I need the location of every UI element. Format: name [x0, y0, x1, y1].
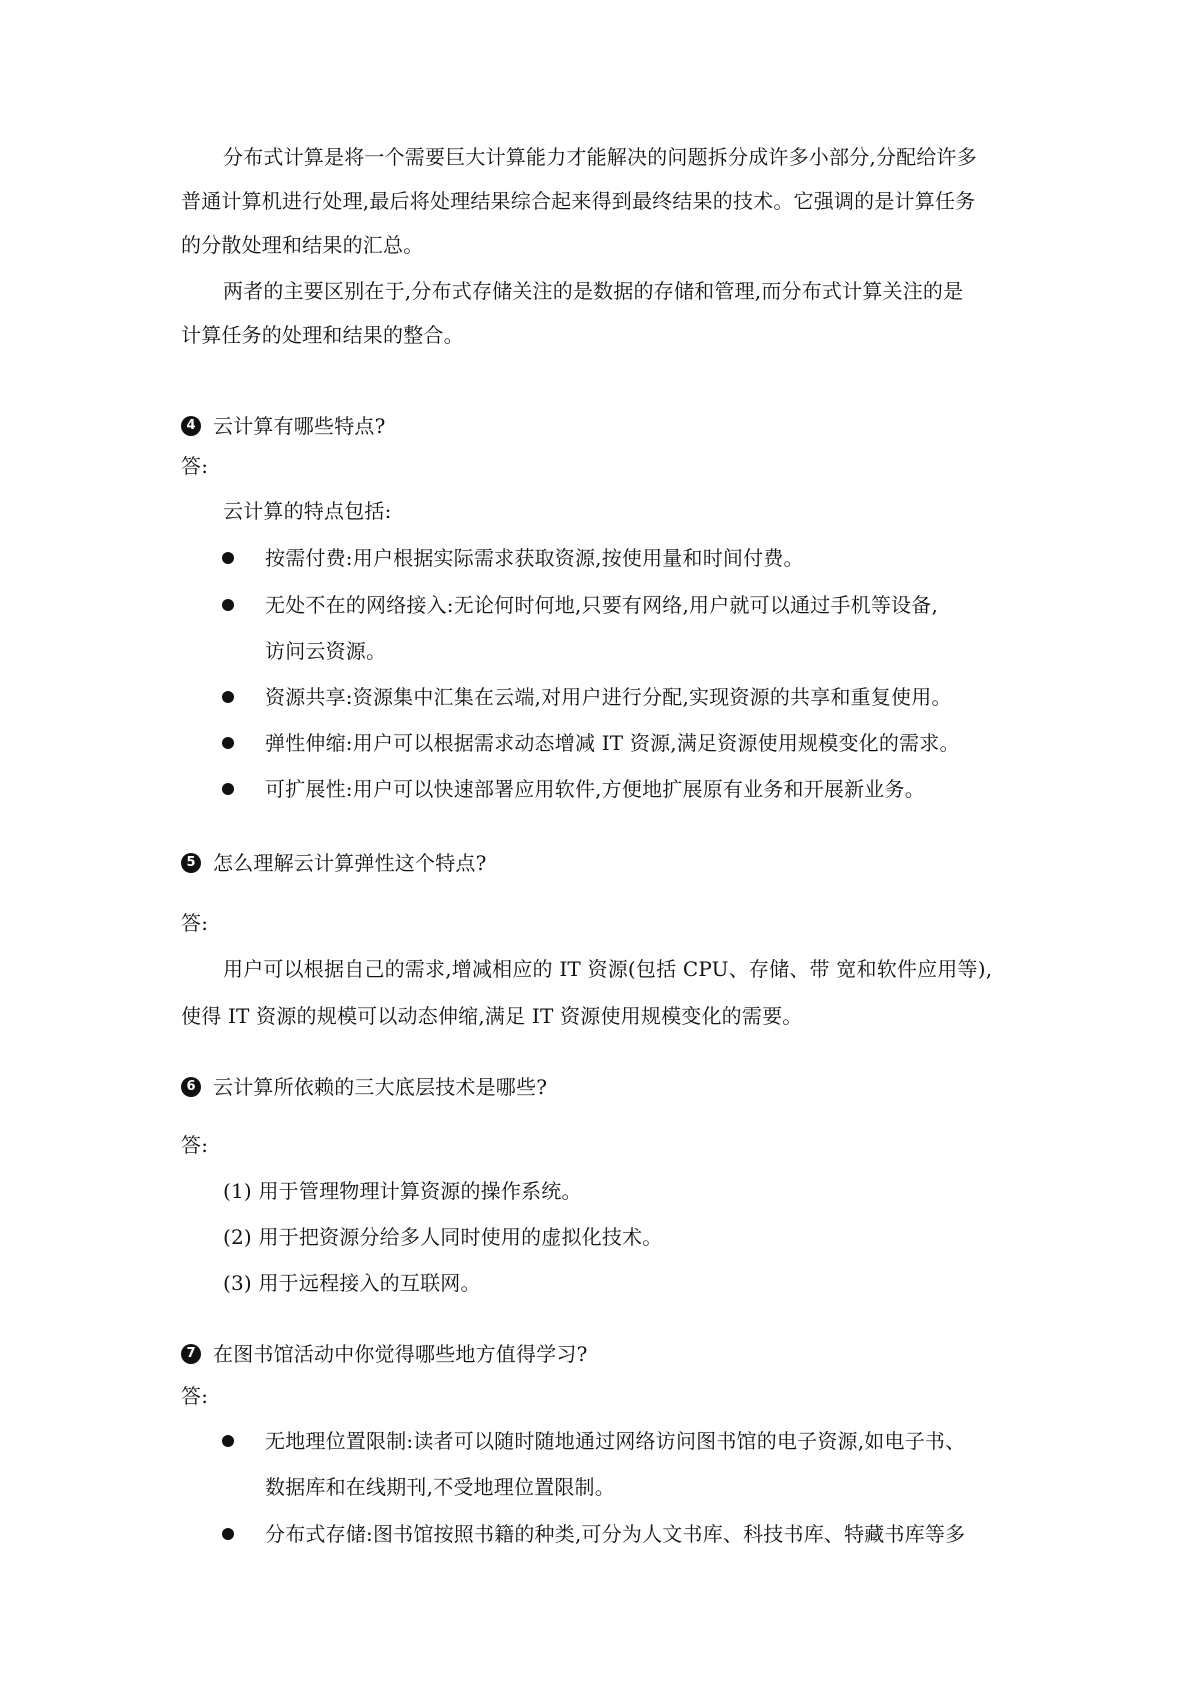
numbered-item: (1) 用于管理物理计算资源的操作系统。 — [223, 1179, 582, 1203]
numbered-item: (3) 用于远程接入的互联网。 — [223, 1271, 481, 1295]
paragraph-line: 分布式计算是将一个需要巨大计算能力才能解决的问题拆分成许多小部分,分配给许多 — [223, 145, 977, 169]
bullet-item: 无处不在的网络接入:无论何时何地,只要有网络,用户就可以通过手机等设备, — [265, 593, 939, 617]
question-heading: 怎么理解云计算弹性这个特点? — [213, 851, 487, 875]
paragraph-line: 两者的主要区别在于,分布式存储关注的是数据的存储和管理,而分布式计算关注的是 — [223, 279, 964, 303]
bullet-item: 可扩展性:用户可以快速部署应用软件,方便地扩展原有业务和开展新业务。 — [265, 777, 925, 801]
question-number-badge: 4 — [181, 416, 201, 436]
answer-label: 答: — [181, 454, 209, 478]
bullet-dot — [222, 737, 234, 749]
answer-lead: 云计算的特点包括: — [223, 499, 392, 523]
bullet-item: 资源共享:资源集中汇集在云端,对用户进行分配,实现资源的共享和重复使用。 — [265, 685, 952, 709]
answer-label: 答: — [181, 1384, 209, 1408]
question-number-badge: 6 — [181, 1077, 201, 1097]
bullet-dot — [222, 552, 234, 564]
question-heading: 云计算所依赖的三大底层技术是哪些? — [213, 1075, 548, 1099]
bullet-item: 无地理位置限制:读者可以随时随地通过网络访问图书馆的电子资源,如电子书、 — [265, 1429, 966, 1453]
answer-label: 答: — [181, 1133, 209, 1157]
paragraph-line: 普通计算机进行处理,最后将处理结果综合起来得到最终结果的技术。它强调的是计算任务 — [181, 189, 976, 213]
question-heading: 在图书馆活动中你觉得哪些地方值得学习? — [213, 1342, 588, 1366]
question-number-badge: 5 — [181, 853, 201, 873]
bullet-dot — [222, 691, 234, 703]
bullet-item: 弹性伸缩:用户可以根据需求动态增减 IT 资源,满足资源使用规模变化的需求。 — [265, 731, 960, 755]
paragraph-line: 用户可以根据自己的需求,增减相应的 IT 资源(包括 CPU、存储、带 宽和软件应用等), — [223, 957, 993, 981]
bullet-item-continuation: 数据库和在线期刊,不受地理位置限制。 — [265, 1475, 615, 1499]
bullet-dot — [222, 1528, 234, 1540]
bullet-dot — [222, 599, 234, 611]
question-heading: 云计算有哪些特点? — [213, 414, 386, 438]
question-number-badge: 7 — [181, 1344, 201, 1364]
bullet-dot — [222, 783, 234, 795]
paragraph-line: 计算任务的处理和结果的整合。 — [181, 323, 464, 347]
bullet-dot — [222, 1435, 234, 1447]
bullet-item: 分布式存储:图书馆按照书籍的种类,可分为人文书库、科技书库、特藏书库等多 — [265, 1522, 966, 1546]
numbered-item: (2) 用于把资源分给多人同时使用的虚拟化技术。 — [223, 1225, 663, 1249]
paragraph-line: 使得 IT 资源的规模可以动态伸缩,满足 IT 资源使用规模变化的需要。 — [181, 1004, 803, 1028]
bullet-item: 按需付费:用户根据实际需求获取资源,按使用量和时间付费。 — [265, 546, 804, 570]
bullet-item-continuation: 访问云资源。 — [265, 639, 387, 663]
paragraph-line: 的分散处理和结果的汇总。 — [181, 233, 424, 257]
answer-label: 答: — [181, 911, 209, 935]
